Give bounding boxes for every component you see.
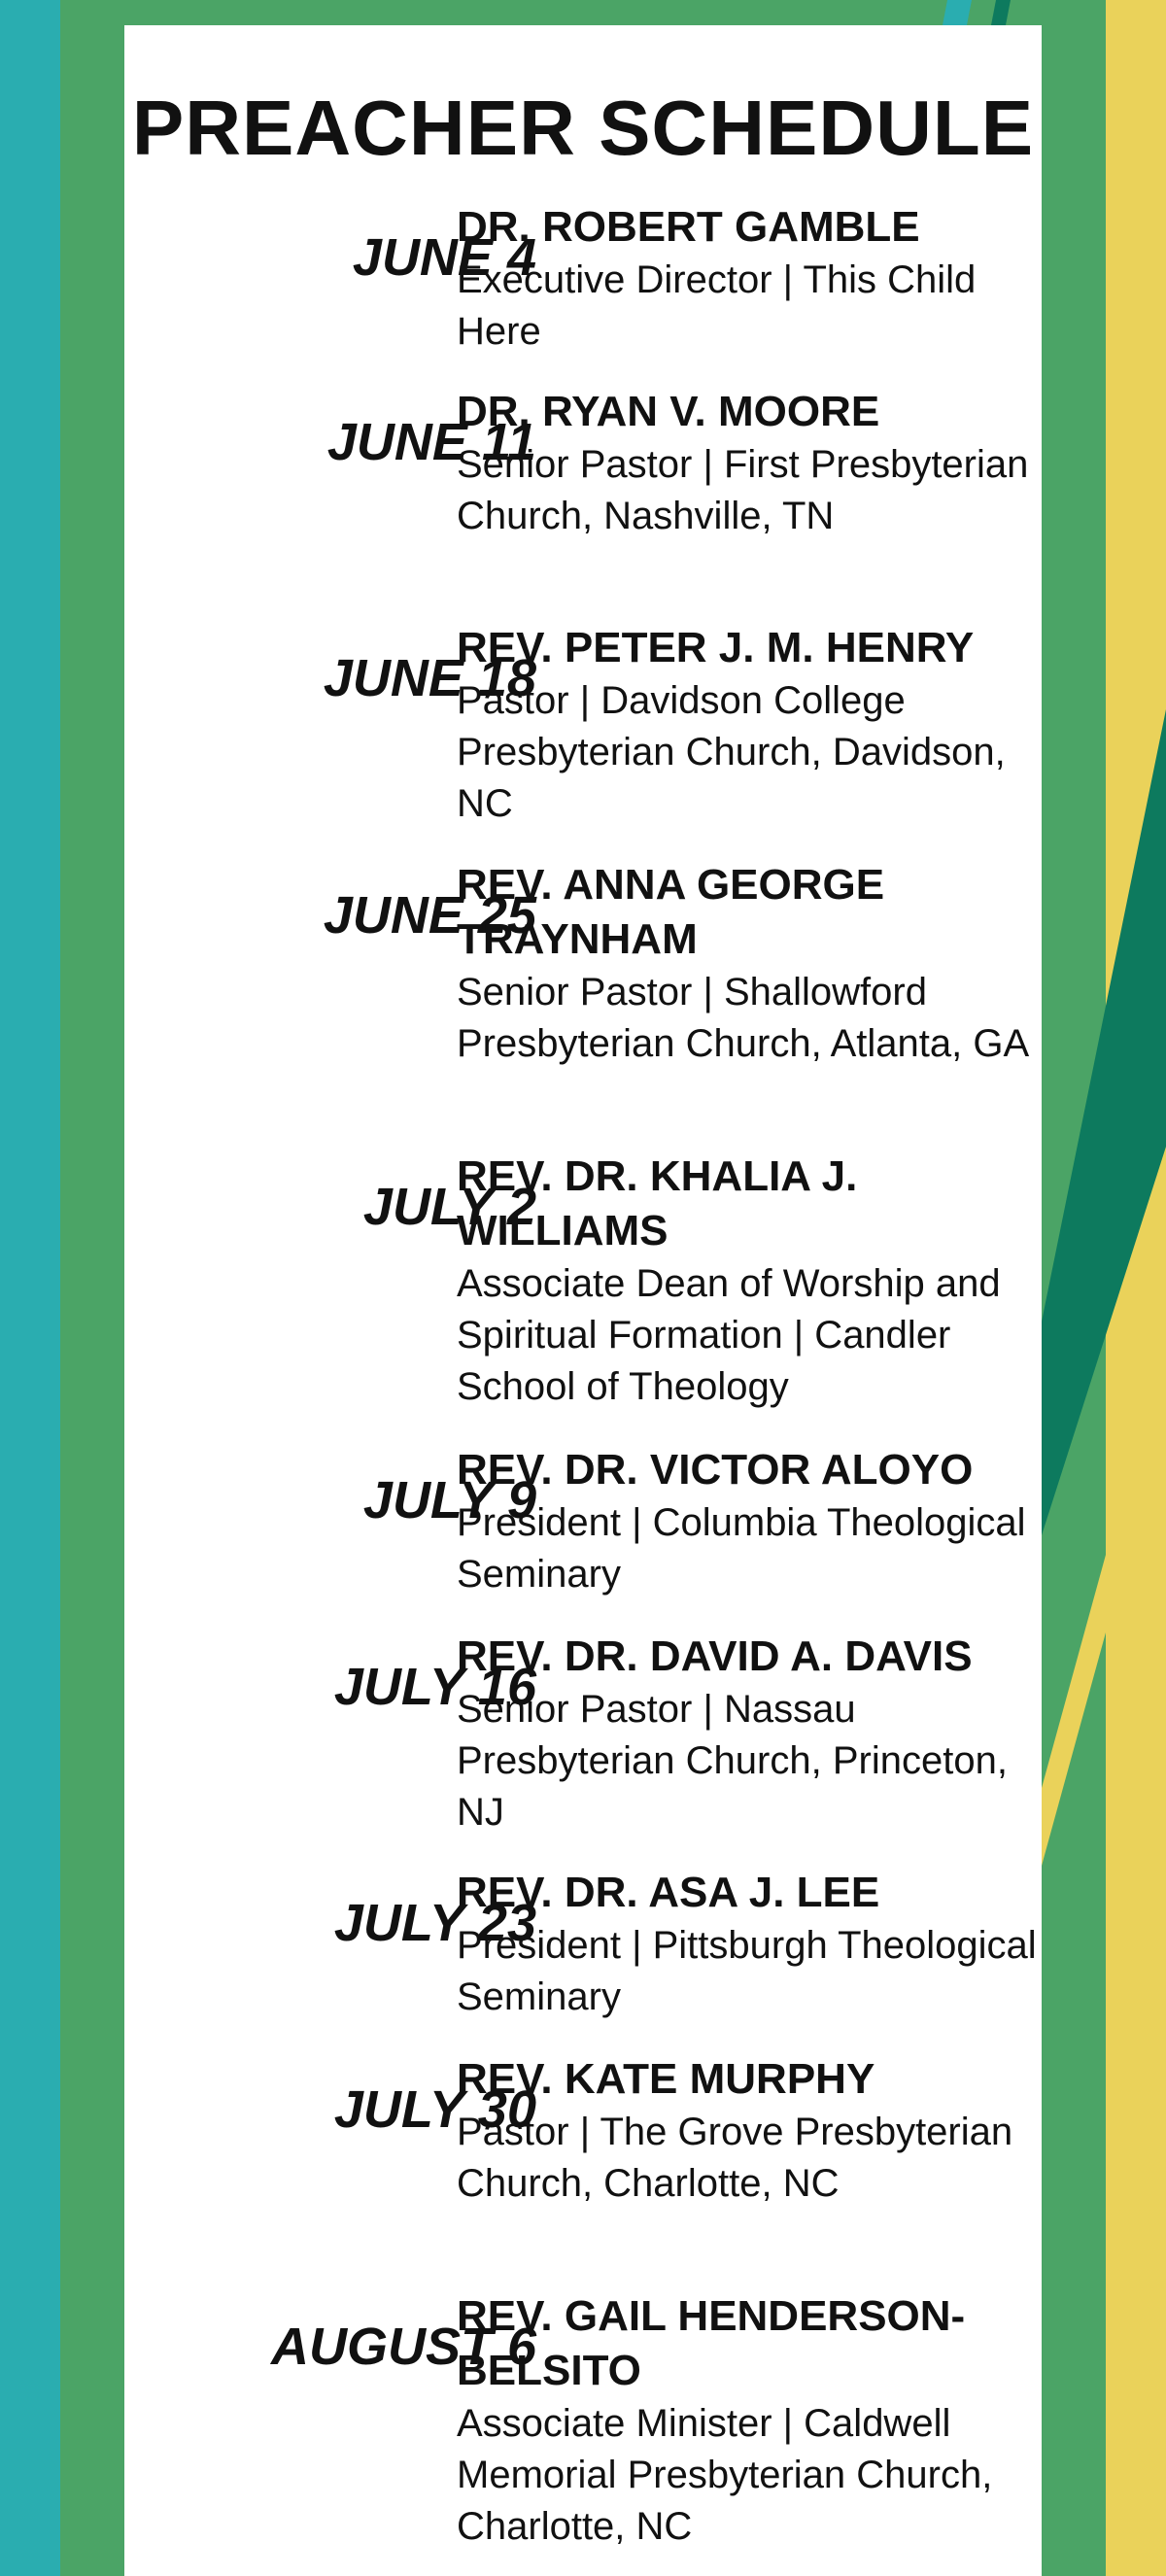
schedule-card	[124, 25, 1042, 2576]
entry-info	[457, 1866, 1040, 2023]
preacher-role: Pastor | The Grove Presbyterian Church, Charlotte, NC	[457, 2111, 1013, 2205]
entry-date: JUNE 4	[352, 228, 536, 287]
entry-info	[457, 2052, 1040, 2210]
entry-info	[457, 858, 1040, 1070]
entry-date: JUNE 25	[323, 886, 536, 945]
preacher-name: REV. KATE MURPHY	[457, 2055, 875, 2103]
preacher-role: Senior Pastor | Nassau Presbyterian Church, Princeton, NJ	[457, 1688, 1008, 1834]
entry-info	[457, 385, 1040, 542]
entry-info	[457, 1150, 1040, 1413]
preacher-name: REV. GAIL HENDERSON-BELSITO	[457, 2292, 966, 2394]
entry-info	[457, 1443, 1040, 1600]
entry-date: AUGUST 6	[270, 2318, 536, 2376]
preacher-name: REV. ANNA GEORGE TRAYNHAM	[457, 861, 885, 963]
preacher-name: DR. ROBERT GAMBLE	[457, 203, 920, 251]
preacher-name: REV. DR. ASA J. LEE	[457, 1869, 880, 1916]
preacher-name: REV. DR. KHALIA J. WILLIAMS	[457, 1152, 858, 1254]
entry-info	[457, 1630, 1040, 1838]
entry-info	[457, 2289, 1040, 2553]
teal-stripe	[0, 0, 60, 2576]
green-stripe-left	[60, 0, 124, 2576]
entry-date: JULY 2	[362, 1178, 536, 1236]
preacher-role: Associate Minister | Caldwell Memorial Presbyterian Church, Charlotte, NC	[457, 2402, 993, 2548]
preacher-name: REV. DR. VICTOR ALOYO	[457, 1446, 974, 1494]
preacher-role: Pastor | Davidson College Presbyterian Church, Davidson, NC	[457, 679, 1006, 825]
preacher-name: REV. DR. DAVID A. DAVIS	[457, 1632, 973, 1680]
page-title: PREACHER SCHEDULE	[131, 85, 1035, 171]
top-dark-accent	[991, 0, 1011, 25]
entry-date: JUNE 11	[326, 413, 536, 471]
preacher-role: President | Pittsburgh Theological Seminary	[457, 1924, 1037, 2018]
preacher-role: Executive Director | This Child Here	[457, 258, 977, 353]
entry-info	[457, 621, 1040, 830]
preacher-role: Senior Pastor | Shallowford Presbyterian Church, Atlanta, GA	[457, 971, 1030, 1065]
top-teal-accent	[943, 0, 972, 25]
entry-date: JULY 30	[333, 2080, 536, 2139]
preacher-role: Associate Dean of Worship and Spiritual Formation | Candler School of Theology	[457, 1262, 1001, 1408]
preacher-name: DR. RYAN V. MOORE	[457, 388, 880, 435]
entry-date: JULY 9	[362, 1471, 536, 1529]
entry-info	[457, 200, 1040, 358]
preacher-role: President | Columbia Theological Seminary	[457, 1501, 1026, 1596]
entry-date: JUNE 18	[323, 649, 536, 707]
preacher-name: REV. PETER J. M. HENRY	[457, 624, 975, 671]
preacher-role: Senior Pastor | First Presbyterian Church, Nashville, TN	[457, 443, 1029, 537]
entry-date: JULY 23	[333, 1894, 536, 1952]
entry-date: JULY 16	[333, 1658, 536, 1716]
